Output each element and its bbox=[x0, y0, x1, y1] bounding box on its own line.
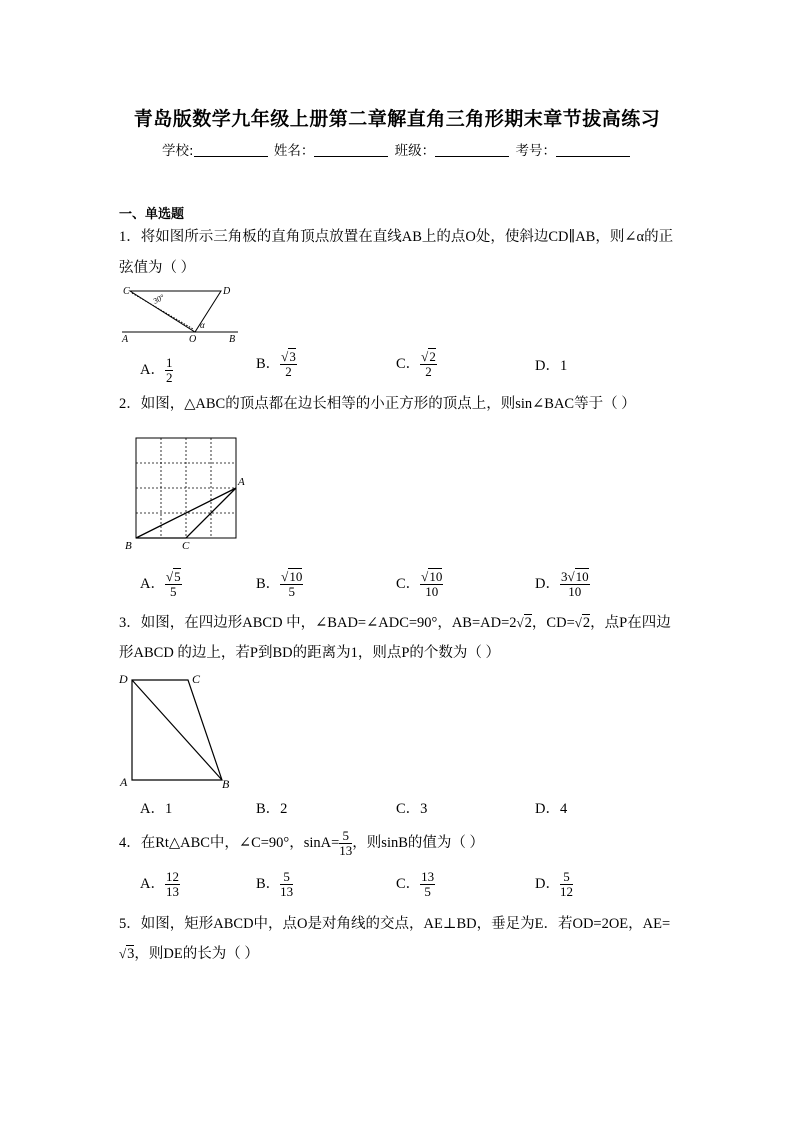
class-label: 班级： bbox=[394, 143, 436, 159]
label-c: C bbox=[123, 286, 130, 297]
label-30: 30° bbox=[151, 292, 166, 306]
label-a: A bbox=[238, 476, 245, 488]
section-heading: 一、单选题 bbox=[119, 207, 185, 222]
q1-option-b[interactable]: B． $\frac{√3}{2}$ bbox=[256, 349, 296, 379]
triangle-ruler bbox=[130, 291, 221, 332]
number-blank[interactable] bbox=[556, 144, 630, 157]
q1-figure bbox=[117, 282, 242, 344]
q3-option-b[interactable]: B．2 bbox=[256, 801, 288, 817]
q2-option-c[interactable]: C． $\frac{√10}{10}$ bbox=[396, 569, 443, 599]
q1-line1: 1．将如图所示三角板的直角顶点放置在直线AB上的点O处，使斜边CD∥AB，则∠α的正 bbox=[119, 229, 674, 245]
school-label: 学校: bbox=[162, 143, 194, 159]
label-b: B bbox=[222, 777, 230, 791]
q2-line1: 2．如图，△ABC的顶点都在边长相等的小正方形的顶点上，则sin∠BAC等于（ ） bbox=[119, 396, 636, 412]
student-info bbox=[0, 139, 794, 159]
label-a: A bbox=[122, 334, 129, 344]
label-b: B bbox=[229, 334, 236, 344]
class-blank[interactable] bbox=[435, 144, 509, 157]
q3-figure bbox=[116, 668, 241, 794]
label-d: D bbox=[223, 286, 231, 297]
page-title: 青岛版数学九年级上册第二章解直角三角形期末章节拔高练习 bbox=[133, 108, 661, 130]
q3-line2: 形ABCD 的边上，若P到BD的距离为1，则点P的个数为（ ） bbox=[119, 645, 501, 661]
q2-option-b[interactable]: B． $\frac{√10}{5}$ bbox=[256, 569, 303, 599]
q4-option-a[interactable]: A． $\frac{12}{13}$ bbox=[140, 869, 179, 899]
label-c: C bbox=[192, 672, 201, 686]
q3-option-d[interactable]: D．4 bbox=[535, 801, 568, 817]
q1-line2: 弦值为（ ） bbox=[119, 260, 196, 276]
q5-line1: 5．如图，矩形ABCD中，点O是对角线的交点，AE⊥BD，垂足为E．若OD=2OE，AE= bbox=[119, 916, 671, 932]
diagonal-bd bbox=[132, 680, 222, 780]
q1-option-d[interactable]: D．1 bbox=[535, 358, 568, 374]
q4-option-d[interactable]: D． $\frac{5}{12}$ bbox=[535, 869, 573, 899]
number-label: 考号： bbox=[515, 143, 556, 159]
school-blank[interactable] bbox=[194, 144, 268, 157]
q4-option-c[interactable]: C． $\frac{13}{5}$ bbox=[396, 869, 435, 899]
name-label: 姓名： bbox=[273, 143, 315, 159]
label-c: C bbox=[182, 540, 190, 552]
q2-grid-figure bbox=[120, 430, 252, 555]
q2-option-a[interactable]: A． $\frac{√5}{5}$ bbox=[140, 569, 181, 599]
q3-line1: 3．如图，在四边形ABCD 中，∠BAD=∠ADC=90°，AB=AD=2√2，CD=√2，点P在四边 bbox=[119, 615, 671, 631]
grid-lines bbox=[136, 438, 236, 538]
q4-option-b[interactable]: B． $\frac{5}{13}$ bbox=[256, 869, 294, 899]
q5-line2: √3，则DE的长为（ ） bbox=[119, 946, 259, 962]
q3-option-c[interactable]: C．3 bbox=[396, 801, 428, 817]
q2-option-d[interactable]: D． $\frac{3√10}{10}$ bbox=[535, 569, 589, 599]
name-blank[interactable] bbox=[314, 144, 388, 157]
q1-option-c[interactable]: C． $\frac{√2}{2}$ bbox=[396, 349, 436, 379]
label-alpha: α bbox=[200, 320, 205, 330]
label-b: B bbox=[125, 540, 132, 552]
q3-option-a[interactable]: A．1 bbox=[140, 801, 173, 817]
q4-line1: 4．在Rt△ABC中，∠C=90°，sinA= $\frac{5}{13}$ ，则sinB的值为（ ） bbox=[119, 828, 485, 858]
q1-option-a[interactable]: A． $\frac{1}{2}$ bbox=[140, 355, 173, 385]
label-a: A bbox=[120, 775, 128, 789]
label-d: D bbox=[119, 672, 128, 686]
label-o: O bbox=[189, 334, 197, 344]
